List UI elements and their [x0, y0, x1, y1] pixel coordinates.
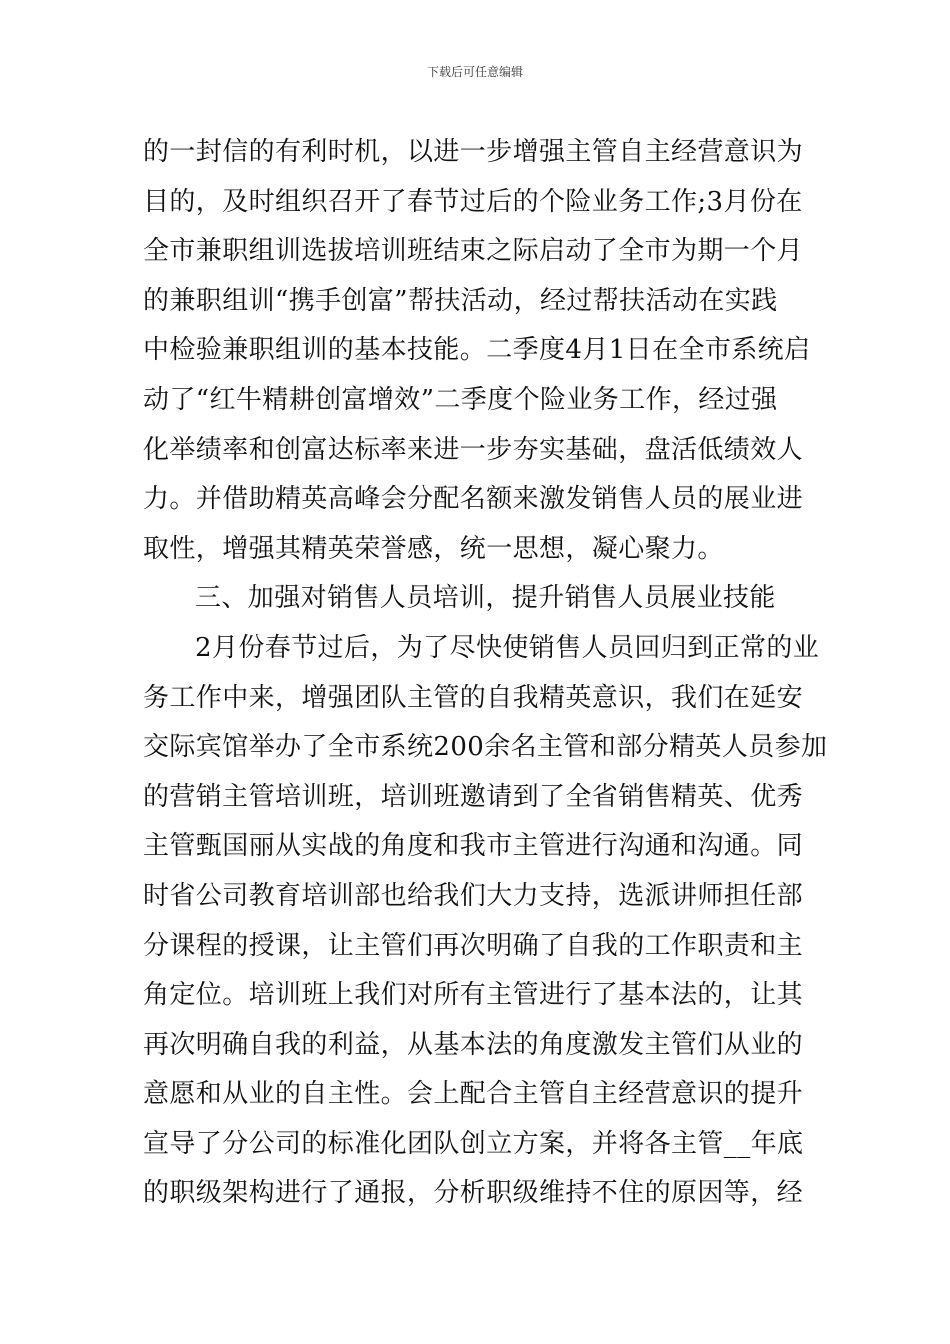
text-line: 意愿和从业的自主性。会上配合主管自主经营意识的提升 [143, 1079, 804, 1110]
text-line: 的营销主管培训班，培训班邀请到了全省销售精英、优秀 [143, 781, 804, 812]
text-line: 目的，及时组织召开了春节过后的个险业务工作;3月份在 [143, 186, 803, 217]
text-line: 化举绩率和创富达标率来进一步夯实基础，盘活低绩效人 [143, 434, 804, 465]
text-line: 时省公司教育培训部也给我们大力支持，选派讲师担任部 [143, 880, 804, 911]
text-line: 的职级架构进行了通报，分析职级维持不住的原因等，经 [143, 1178, 804, 1209]
text-line: 中检验兼职组训的基本技能。二季度4月1日在全市系统启 [143, 335, 811, 366]
paragraph-first-line: 2月份春节过后，为了尽快使销售人员回归到正常的业 [195, 632, 820, 663]
text-line: 宣导了分公司的标准化团队创立方案，并将各主管__年底 [143, 1128, 804, 1159]
text-line: 角定位。培训班上我们对所有主管进行了基本法的，让其 [143, 980, 804, 1011]
text-line: 交际宾馆举办了全市系统200余名主管和部分精英人员参加 [143, 732, 828, 763]
section-heading: 三、加强对销售人员培训，提升销售人员展业技能 [195, 583, 776, 614]
text-line: 的兼职组训“携手创富”帮扶活动，经过帮扶活动在实践 [143, 285, 778, 316]
text-line: 再次明确自我的利益，从基本法的角度激发主管们从业的 [143, 1029, 804, 1060]
document-body [143, 128, 828, 1219]
text-line: 动了“红牛精耕创富增效”二季度个险业务工作，经过强 [143, 384, 778, 415]
text-line: 取性，增强其精英荣誉感，统一思想，凝心聚力。 [143, 533, 724, 564]
text-line: 务工作中来，增强团队主管的自我精英意识，我们在延安 [143, 682, 804, 713]
text-line: 分课程的授课，让主管们再次明确了自我的工作职责和主 [143, 930, 804, 961]
text-line: 的一封信的有利时机，以进一步增强主管自主经营意识为 [143, 137, 804, 167]
text-line: 力。并借助精英高峰会分配名额来激发销售人员的展业进 [143, 484, 804, 515]
text-line: 主管甄国丽从实战的角度和我市主管进行沟通和沟通。同 [143, 831, 804, 862]
text-line: 全市兼职组训选拔培训班结束之际启动了全市为期一个月 [143, 236, 804, 267]
page-header: 下载后可任意编辑 [426, 65, 523, 79]
